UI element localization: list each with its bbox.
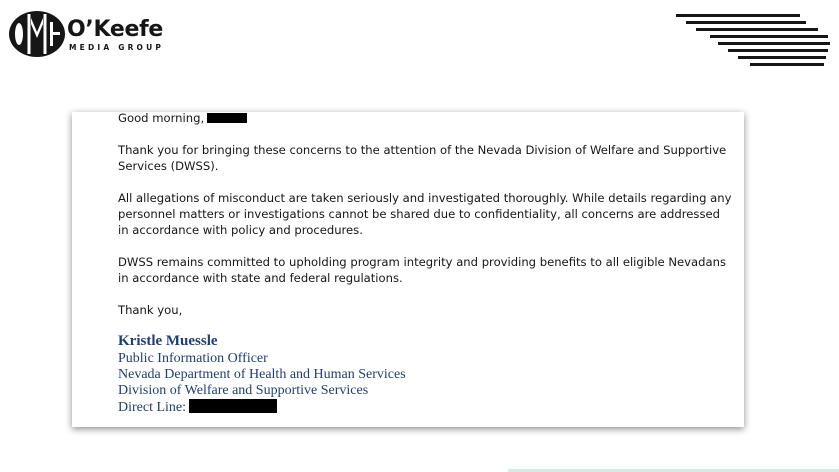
- greeting-text: Good morning,: [118, 111, 205, 125]
- signature-name: Kristle Muessle: [118, 333, 218, 349]
- omg-monogram-icon: [8, 10, 66, 58]
- greeting-line: [118, 110, 247, 126]
- redacted-phone-number: [189, 399, 277, 413]
- omg-logo: [8, 10, 178, 58]
- brand-tagline: MEDIA GROUP: [69, 43, 165, 52]
- signature-block: [118, 332, 406, 416]
- letter-excerpt: [72, 112, 744, 427]
- paragraph-3: DWSS remains committed to upholding program integrity and providing benefits to all eligible Nevadans in accordance with state and federal regulations.: [118, 255, 727, 285]
- direct-line-label: Direct Line:: [118, 400, 187, 415]
- redacted-recipient-name: [207, 113, 247, 123]
- speed-lines-icon: [676, 12, 832, 68]
- signature-direct-line: [118, 399, 406, 416]
- brand-name: O’Keefe: [67, 17, 163, 42]
- signature-title: Public Information Officer: [118, 351, 268, 366]
- closing-line: Thank you,: [118, 303, 183, 317]
- paragraph-1: Thank you for bringing these concerns to the attention of the Nevada Division of Welfare and Supportive Services (DWSS).: [118, 143, 727, 173]
- signature-division: Division of Welfare and Supportive Services: [118, 383, 369, 398]
- signature-department: Nevada Department of Health and Human Services: [118, 367, 406, 382]
- paragraph-2: All allegations of misconduct are taken seriously and investigated thoroughly. While details regarding any personnel matters or investigations cannot be shared due to confidentiality, all concerns are addressed in accordance with policy and procedures.: [118, 191, 732, 237]
